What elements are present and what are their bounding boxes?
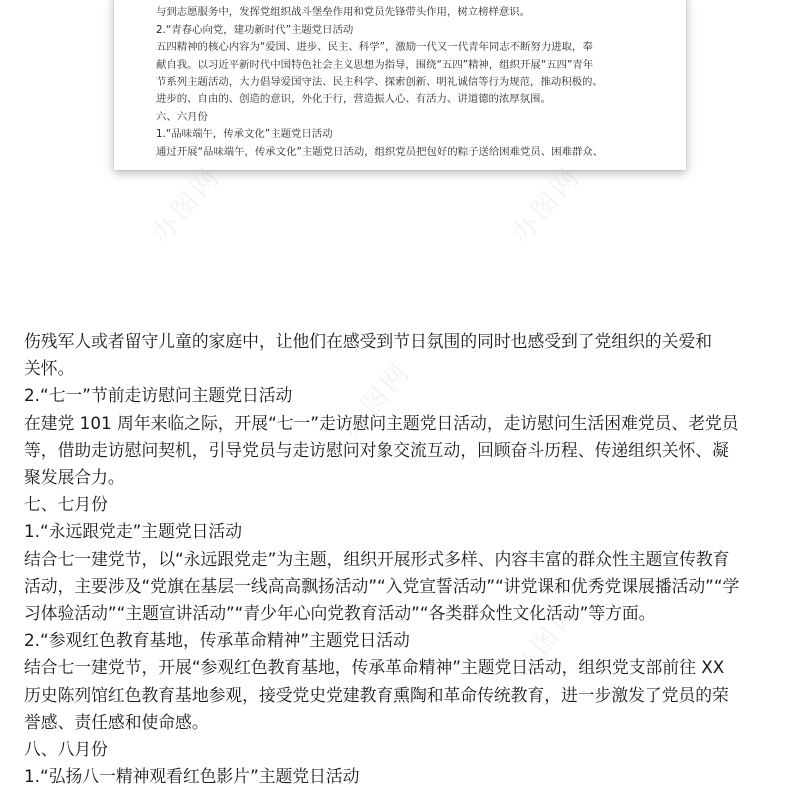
body-line: 习体验活动”“主题宣讲活动”“青少年心向党教育活动”“各类群众性文化活动”等方面。 [24,603,656,624]
body-line: 誉感、责任感和使命感。 [24,711,209,732]
preview-line: 进步的、自由的、创造的意识，外化于行，营造振人心、有活力、讲道德的浓厚氛围。 [156,93,551,106]
body-line: 历史陈列馆红色教育基地参观，接受党史党建教育熏陶和革命传统教育，进一步激发了党员的荣 [24,684,729,705]
section-heading: 八、八月份 [24,739,108,760]
preview-line: 献自我。以习近平新时代中国特色社会主义思想为指导，围绕“五四”精神，组织开展“五四”青年 [156,58,594,71]
body-heading: 2.“参观红色教育基地，传承革命精神”主题党日活动 [24,630,410,651]
watermark: 办图网 [336,355,418,445]
preview-line: 五四精神的核心内容为“爱国、进步、民主、科学”，激励一代又一代青年同志不断努力进取，奉 [156,41,593,54]
body-line: 结合七一建党节，以“永远跟党走”为主题，组织开展形式多样、内容丰富的群众性主题宣传教育 [24,548,730,569]
preview-line: 与到志愿服务中，发挥党组织战斗堡垒作用和党员先锋带头作用，树立榜样意识。 [156,6,531,19]
body-line: 在建党 101 周年来临之际，开展“七一”走访慰问主题党日活动，走访慰问生活困难党员、老党员 [24,412,739,433]
section-heading: 七、七月份 [24,494,108,515]
preview-line: 通过开展“品味端午，传承文化”主题党日活动，组织党员把包好的粽子送给困难党员、困难群众、 [156,145,604,158]
body-heading: 1.“弘扬八一精神观看红色影片”主题党日活动 [24,766,360,787]
preview-line: 1.“品味端午，传承文化”主题党日活动 [156,128,333,141]
watermark: 办图网 [506,160,588,250]
body-heading: 1.“永远跟党走”主题党日活动 [24,521,242,542]
document-preview-card [114,0,686,170]
document-body [24,328,780,790]
body-heading: 2.“七一”节前走访慰问主题党日活动 [24,385,293,406]
body-line: 活动，主要涉及“党旗在基层一线高高飘扬活动”“入党宣誓活动”“讲党课和优秀党课展播活动”“学 [24,575,740,596]
watermark: 办图网 [506,595,588,685]
body-line: 聚发展合力。 [24,467,125,488]
preview-line: 节系列主题活动，大力倡导爱国守法、民主科学、探索创新、明礼诚信等行为规范，推动积极的、 [156,76,603,89]
body-line: 关怀。 [24,358,75,379]
body-line: 伤残军人或者留守儿童的家庭中，让他们在感受到节日氛围的同时也感受到了党组织的关爱和 [24,331,713,351]
preview-line: 2.“青春心向党，建功新时代”主题党日活动 [156,23,354,36]
body-line: 等，借助走访慰问契机，引导党员与走访慰问对象交流互动，回顾奋斗历程、传递组织关怀、凝 [24,439,729,460]
watermark: 办图网 [146,160,228,250]
preview-line: 六、六月份 [156,110,208,123]
body-line: 结合七一建党节，开展“参观红色教育基地，传承革命精神”主题党日活动，组织党支部前往 XX [24,657,725,678]
preview-text [156,0,656,161]
